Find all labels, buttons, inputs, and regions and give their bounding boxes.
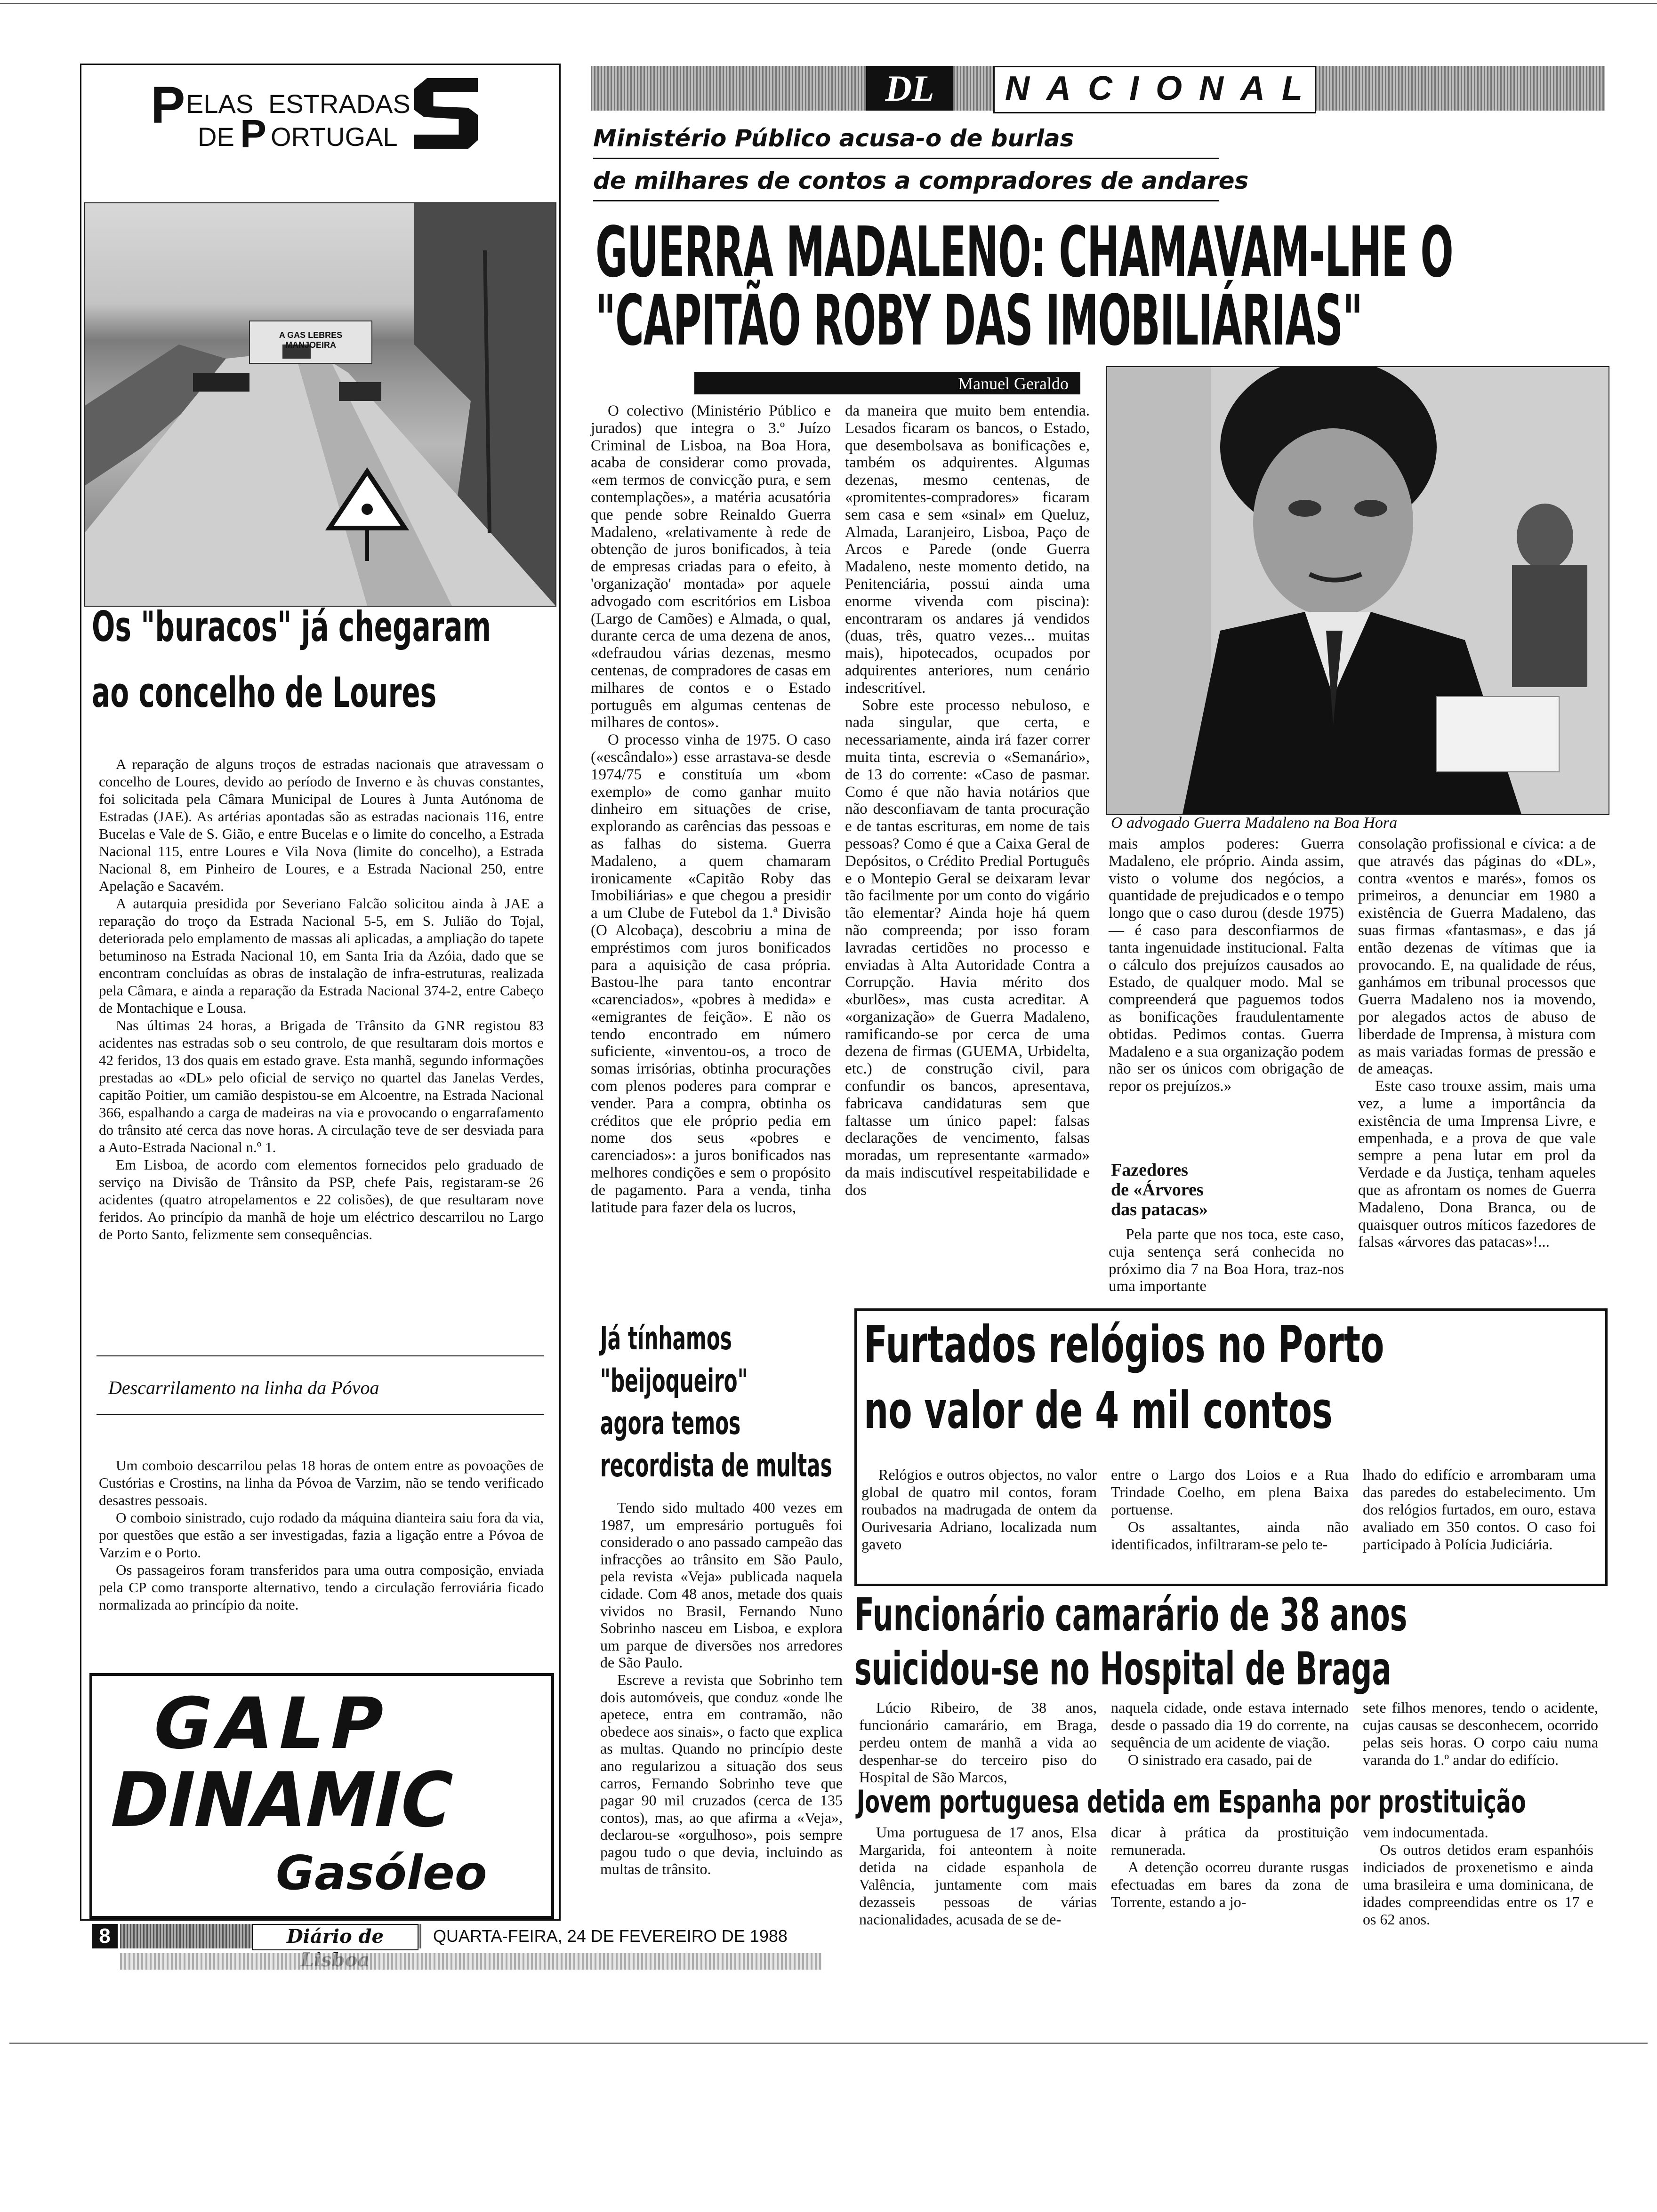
main-kicker-line2: de milhares de contos a compradores de andares — [593, 167, 1249, 194]
jovem-col3 — [1363, 1824, 1593, 1928]
funcionario-paragraph: Lúcio Ribeiro, de 38 anos, funcionário camarário, em Braga, perdeu ontem de manhã a vida ao despenhar-se do terceiro piso do Hospital de São Marcos, — [859, 1699, 1097, 1786]
main-story-paragraph: Este caso trouxe assim, mais uma vez, a lume a importância da existência de uma Imprensa Livre, e empenhada, e a prova de que vale sempre a pena lutar em prol da Verdade e da Justiça, tenham aqueles que as afrontam os nomes de Guerra Madaleno, Dona Branca, ou de quaisquer outros míticos fazedores de falsas «árvores das patacas»!... — [1358, 1078, 1596, 1251]
main-story-paragraph: O colectivo (Ministério Público e jurados) que integra o 3.º Juízo Criminal de Lisboa, na Boa Hora, acaba de considerar como provada, «em termos de convicção pura, e sem contemplações», a matéria acusatória que pende sobre Reinaldo Guerra Madaleno, «relativamente à rede de obtenção de juros bonificados, à teia de empresas criadas para o efeito, à 'organização' montada» por aquele advogado com escritórios em Lisboa (Largo de Camões) e Almada, o qual, durante cerca de uma dezena de anos, «defraudou várias dezenas, mesmo centenas, de compradores de casas em milhares de contos e o Estado português em algumas centenas de milhares de contos». — [591, 402, 831, 731]
jovem-paragraph: dicar à prática da prostituição remunerada. — [1111, 1824, 1349, 1858]
loures-paragraph: Nas últimas 24 horas, a Brigada de Trânsito da GNR registou 83 acidentes nas estradas sob o seu controlo, de que resultaram dois mortos e 42 feridos, 13 dos quais em estado grave. Esta manhã, segundo informações prestadas ao «DL» pelo oficial de serviço no quartel das Janelas Verdes, capitão Poitier, um camião despistou-se em Alcoentre, na Estrada Nacional 366, espalhando a carga de madeiras na via e provocando o engarrafamento do trânsito até cerca das nove horas. A circulação teve de ser desviada para a Auto-Estrada Nacional n.º 1. — [99, 1017, 544, 1155]
section-label: NACIONAL — [1005, 70, 1319, 107]
funcionario-col3 — [1363, 1699, 1598, 1769]
kicker-rule — [593, 200, 1219, 201]
loures-article-body — [99, 755, 544, 1243]
byline-bar — [694, 372, 1080, 394]
feature-title — [151, 76, 490, 156]
relogios-headline-line1: Furtados relógios no Porto — [864, 1315, 1384, 1374]
main-story-col3b — [1109, 1226, 1344, 1295]
feature-title-elas: ELAS — [186, 89, 254, 119]
main-story-col4 — [1358, 835, 1596, 1251]
footer-paper-name: Diário de — [286, 1925, 384, 1948]
povoa-paragraph: O comboio sinistrado, cujo rodado da máquina dianteira saiu fora da via, por questões que estão a ser investigadas, fazia a ligação entre a Póvoa de Varzim e o Porto. — [99, 1509, 544, 1561]
relogios-headline-line2: no valor de 4 mil contos — [864, 1381, 1333, 1440]
galp-ad — [89, 1673, 554, 1919]
feature-title-ortugal: ORTUGAL — [271, 122, 398, 152]
funcionario-col2 — [1111, 1699, 1349, 1769]
main-story-paragraph: da maneira que muito bem entendia. Lesados ficaram os bancos, o Estado, que desembolsava as bonificações e, também os adquirentes. Algumas dezenas, mesmo centenas, de «promitentes-compradores» ficaram sem casa e sem «sinal» em Queluz, Almada, Laranjeiro, Lisboa, Paço de Arcos e Parede (onde Guerra Madaleno, neste momento detido, na Penitenciária, possui ainda uma enorme vivenda com piscina): encontraram os andares já vendidos (duas, três, quatro vezes... muitas mais), hipotecados, ocupados por adquirentes anteriores, num cenário indescritível. — [845, 402, 1090, 697]
jovem-headline: Jovem portuguesa detida em Espanha por prostituição — [857, 1784, 1526, 1820]
funcionario-col1 — [859, 1699, 1097, 1786]
beijoqueiro-body — [600, 1499, 843, 1878]
relogios-paragraph: entre o Largo dos Loios e a Rua Trindade Coelho, em plena Baixa portuense. — [1111, 1466, 1349, 1518]
madaleno-photo — [1106, 366, 1609, 815]
footer-page-number: 8 — [99, 1924, 111, 1948]
povoa-article-body — [99, 1457, 544, 1613]
povoa-paragraph: Os passageiros foram transferidos para uma outra composição, enviada pela CP como transporte alternativo, tendo a circulação ferroviária ficado normalizada ao princípio da noite. — [99, 1562, 544, 1613]
beijoqueiro-headline-line: Já tínhamos — [600, 1320, 732, 1357]
relogios-paragraph: Relógios e outros objectos, no valor global de quatro mil contos, foram roubados na madrugada de ontem da Ourivesaria Adriano, localizada num gaveto — [861, 1466, 1097, 1553]
main-headline-line1: GUERRA MADALENO: CHAMAVAM-LHE O — [595, 212, 1453, 293]
jovem-col2 — [1111, 1824, 1349, 1911]
main-story-paragraph: consolação profissional e cívica: a de que através das páginas do «DL», contra «ventos e marés», fomos os primeiros, a denunciar em 1980 a existência de Guerra Madaleno, das suas firmas «fantasmas», e das já então dezenas de vítimas que ia provocando. E, na qualidade de réus, ganhámos em tribunal processos que Guerra Madaleno nos ia movendo, por alegados actos de abuso de liberdade de Imprensa, à mistura com as mais variadas formas de pressão e de ameaças. — [1358, 835, 1596, 1078]
jovem-col1 — [859, 1824, 1097, 1928]
galp-logo: GALP — [145, 1683, 398, 1765]
funcionario-headline-line2: suicidou-se no Hospital de Braga — [854, 1643, 1392, 1695]
left-divider — [97, 1414, 544, 1415]
feature-title-big-p2: P — [240, 112, 267, 156]
funcionario-paragraph: naquela cidade, onde estava internado desde o passado dia 19 do corrente, na sequência de um acidente de viação. — [1111, 1699, 1349, 1751]
relogios-col3 — [1363, 1466, 1596, 1553]
main-story-col2 — [845, 402, 1090, 1199]
fazedores-subhead-line: de «Árvores — [1111, 1180, 1204, 1200]
galp-dinamic: DINAMIC — [102, 1756, 461, 1844]
loures-headline-line1: Os "buracos" já chegaram — [92, 602, 491, 651]
jovem-paragraph: vem indocumentada. — [1363, 1824, 1488, 1841]
loures-paragraph: A autarquia presidida por Severiano Falcão solicitou ainda à JAE a reparação do troço da Estrada Nacional 5-5, em S. Julião do Tojal, deteriorada pelo emplamento de massas ali aplicadas, a ampliação do tapete betuminoso na Estrada Nacional 10, em Santa Iria da Azóia, dado que se encontram concluídas as obras de instalação de infra-estruturas, realizada pela Câmara, e ainda a reparação da Estrada Nacional 374-2, entre Cabeço de Montachique e Lousa. — [99, 895, 544, 1016]
footer-date: QUARTA-FEIRA, 24 DE FEVEREIRO DE 1988 — [433, 1926, 788, 1946]
relogios-paragraph: lhado do edifício e arrombaram uma das paredes do estabelecimento. Um dos relógios furtados, em ouro, estava avaliado em 350 contos. O caso foi participado à Polícia Judiciária. — [1363, 1466, 1596, 1553]
funcionario-headline-line1: Funcionário camarário de 38 anos — [854, 1588, 1408, 1641]
main-story-paragraph: mais amplos poderes: Guerra Madaleno, ele próprio. Ainda assim, visto o volume dos negócios, a quantidade de prejudicados e o tempo longo que o caso durou (desde 1975) — é caso para desconfiarmos de tanta ingenuidade institucional. Falta o cálculo dos prejuízos causados ao Estado, de qualquer modo. Mal se compreenderá que paguemos todos as bonificações fraudulentamente obtidas. Pedimos contas. Guerra Madaleno e a sua organização podem não ser os únicos com obrigação de repor os prejuízos.» — [1109, 835, 1344, 1095]
top-scan-line — [0, 3, 1657, 4]
footer-paper-name-box — [252, 1924, 418, 1950]
feature-title-big-p: P — [151, 76, 185, 134]
povoa-subheadline: Descarrilamento na linha da Póvoa — [108, 1377, 379, 1398]
fazedores-subhead-line: Fazedores — [1111, 1160, 1188, 1180]
road-photo-drawing — [85, 203, 555, 606]
beijoqueiro-headline-line: agora temos — [600, 1405, 741, 1442]
galp-gasoleo: Gasóleo — [276, 1845, 487, 1900]
beijoqueiro-paragraph: Tendo sido multado 400 vezes em 1987, um empresário português foi considerado o ano passado campeão das infracções ao trânsito em São Paulo, pela revista «Veja» publicada naquela cidade. Com 48 anos, metade dos quais vividos no Brasil, Fernando Nuno Sobrinho nasceu em Lisboa, e explora um parque de diversões nos arredores de São Paulo. — [600, 1499, 843, 1671]
main-headline-line2: "CAPITÃO ROBY DAS IMOBILIÁRIAS" — [595, 280, 1363, 361]
loures-paragraph: Em Lisboa, de acordo com elementos fornecidos pelo graduado de serviço na Divisão de Trânsito da PSP, chefe Pais, registaram-se 26 acidentes (quatro atropelamentos e 22 colisões), de que resultaram nove feridos. Ao princípio da manhã de hoje um eléctrico descarrilou no Largo de Porto Santo, felizmente sem consequências. — [99, 1156, 544, 1242]
byline: Manuel Geraldo — [958, 374, 1069, 393]
road-photo-sign-text: A GAS LEBRES MANJOEIRA — [279, 330, 343, 350]
funcionario-paragraph: sete filhos menores, tendo o acidente, cujas causas se desconhecem, ocorrido pelas seis horas. O corpo caiu numa varanda do 1.º andar do edifício. — [1363, 1699, 1598, 1768]
jovem-paragraph: Os outros detidos eram espanhóis indiciados de proxenetismo e ainda uma brasileira e uma dominicana, de idades compreendidas entre os 17 e os 62 anos. — [1363, 1841, 1593, 1928]
footer-page-number-box — [92, 1924, 118, 1948]
section-logo-text: DL — [885, 68, 934, 109]
main-story-col1 — [591, 402, 831, 1216]
povoa-paragraph: Um comboio descarrilou pelas 18 horas de ontem entre as povoações de Custórias e Crostins, na linha da Póvoa de Varzim, não se tendo verificado desastres pessoais. — [99, 1457, 544, 1508]
main-story-col3 — [1109, 835, 1344, 1095]
relogios-col1 — [861, 1466, 1097, 1553]
main-story-paragraph: Sobre este processo nebuloso, e nada singular, que certa, e necessariamente, ainda irá fazer correr muita tinta, escrevia o «Semanário», de 13 do corrente: «Caso de pasmar. Como é que não havia notários que não desconfiavam de tanta procuração e de tantas escrituras, em nome de tais pessoas? Como é que a Caixa Geral de Depósitos, o Crédito Predial Português e o Montepio Geral se deixaram levar tão facilmente por um conto do vigário tão elementar? Ainda hoje há quem não compreenda; por isso foram lavradas certidões no processo e enviadas à Alta Autoridade Contra a Corrupção. Havia mérito dos «burlões», mas custa acreditar. A «organização» de Guerra Madaleno, ramificando-se por cerca de uma dezena de firmas (GUEMA, Urbidelta, etc.) de construção civil, para confundir os bancos, apresentava, fabricava candidaturas sem que faltasse um único papel: falsas declarações de vencimento, falsas moradas, um representante «armado» da mais indiscutível respeitabilidade e dos — [845, 697, 1090, 1199]
beijoqueiro-paragraph: Escreve a revista que Sobrinho tem dois automóveis, que conduz «onde lhe apetece, entra em contramão, não obedece aos sinais», o facto que explica as multas. Quando no princípio deste ano regularizou a situação dos seus carros, Fernando Sobrinho teve que pagar 90 mil cruzados (cerca de 135 contos), mas, ao que afirma a «Veja», declarou-se «orgulhoso», pois sempre pagou tudo o que devia, incluindo as multas de trânsito. — [600, 1671, 843, 1878]
feature-title-estradas: ESTRADAS — [268, 89, 410, 119]
bottom-scan-line — [9, 2043, 1648, 2044]
section-logo — [866, 66, 953, 111]
beijoqueiro-headline-line: "beijoqueiro" — [600, 1362, 748, 1400]
section-label-box — [993, 66, 1319, 113]
loures-paragraph: A reparação de alguns troços de estradas nacionais que atravessam o concelho de Loures, devido ao período de Inverno e às chuvas constantes, foi solicitada pela Câmara Municipal de Loures à Junta Autónoma de Estradas (JAE). As artérias apontadas são as estradas nacionais 116, entre Bucelas e Vale de S. Gião, e entre Bucelas e o limite do concelho, a Estrada Nacional 115, entre Loures e Vila Nova (limite do concelho), a Estrada Nacional 8, em Pinheiro de Loures, e a Estrada Nacional 250, entre Apelação e Sacavém. — [99, 756, 544, 894]
relogios-paragraph: Os assaltantes, ainda não identificados, infiltraram-se pelo te- — [1111, 1518, 1349, 1553]
fazedores-subhead-line: das patacas» — [1111, 1200, 1208, 1219]
jovem-paragraph: A detenção ocorreu durante rusgas efectuadas em bares da zona de Torrente, estando a jo- — [1111, 1859, 1349, 1910]
main-story-paragraph: Pela parte que nos toca, este caso, cuja sentença será conhecida no próximo dia 7 na Boa Hora, traz-nos uma importante — [1109, 1226, 1344, 1295]
fazedores-subhead — [1111, 1160, 1208, 1219]
footer-bleed-through — [120, 1953, 821, 1970]
beijoqueiro-headline-line: recordista de multas — [600, 1447, 832, 1484]
left-divider — [97, 1355, 544, 1356]
feature-title-de: DE — [198, 122, 234, 152]
relogios-col2 — [1111, 1466, 1349, 1553]
madaleno-photo-drawing — [1107, 367, 1609, 814]
madaleno-photo-caption: O advogado Guerra Madaleno na Boa Hora — [1111, 814, 1398, 832]
main-story-paragraph: O processo vinha de 1975. O caso («escândalo») esse arrastava-se desde 1974/75 e constituía um «bom exemplo» de como ganhar muito dinheiro em situações de crise, explorando as carências das pessoas e as falhas do sistema. Guerra Madaleno, a quem chamaram ironicamente «Capitão Roby das Imobiliárias» e que chegou a presidir a um Clube de Futebol da 1.ª Divisão (O Alcobaça), descobriu a mina de empréstimos com juros bonificados para a aquisição de casa própria. Bastou-lhe para tanto encontrar «carenciados», «pobres à medida» e «emigrantes de feição». E não os tendo encontrado em número suficiente, «inventou-os, a troco de somas irrisórias, obtinha procurações com plenos poderes para comprar e vender. Para a compra, obtinha os créditos que ele próprio pedia em nome dos seus «pobres e carenciados»: a juros bonificados nas melhores condições e sem o propósito de pagamento. Para a venda, tinha latitude para fazer dela os lucros, — [591, 731, 831, 1216]
funcionario-paragraph: O sinistrado era casado, pai de — [1128, 1751, 1312, 1768]
feature-title-big-s — [414, 78, 478, 149]
loures-headline-line2: ao concelho de Loures — [92, 668, 437, 717]
jovem-paragraph: Uma portuguesa de 17 anos, Elsa Margarida, foi anteontem à noite detida na cidade espanhola de Valência, juntamente com mais dezasseis pessoas de várias nacionalidades, acusada de se de- — [859, 1824, 1097, 1928]
road-photo — [84, 202, 556, 607]
beijoqueiro-headline — [600, 1318, 845, 1487]
kicker-rule — [593, 158, 1219, 159]
main-kicker-line1: Ministério Público acusa-o de burlas — [593, 125, 1074, 152]
